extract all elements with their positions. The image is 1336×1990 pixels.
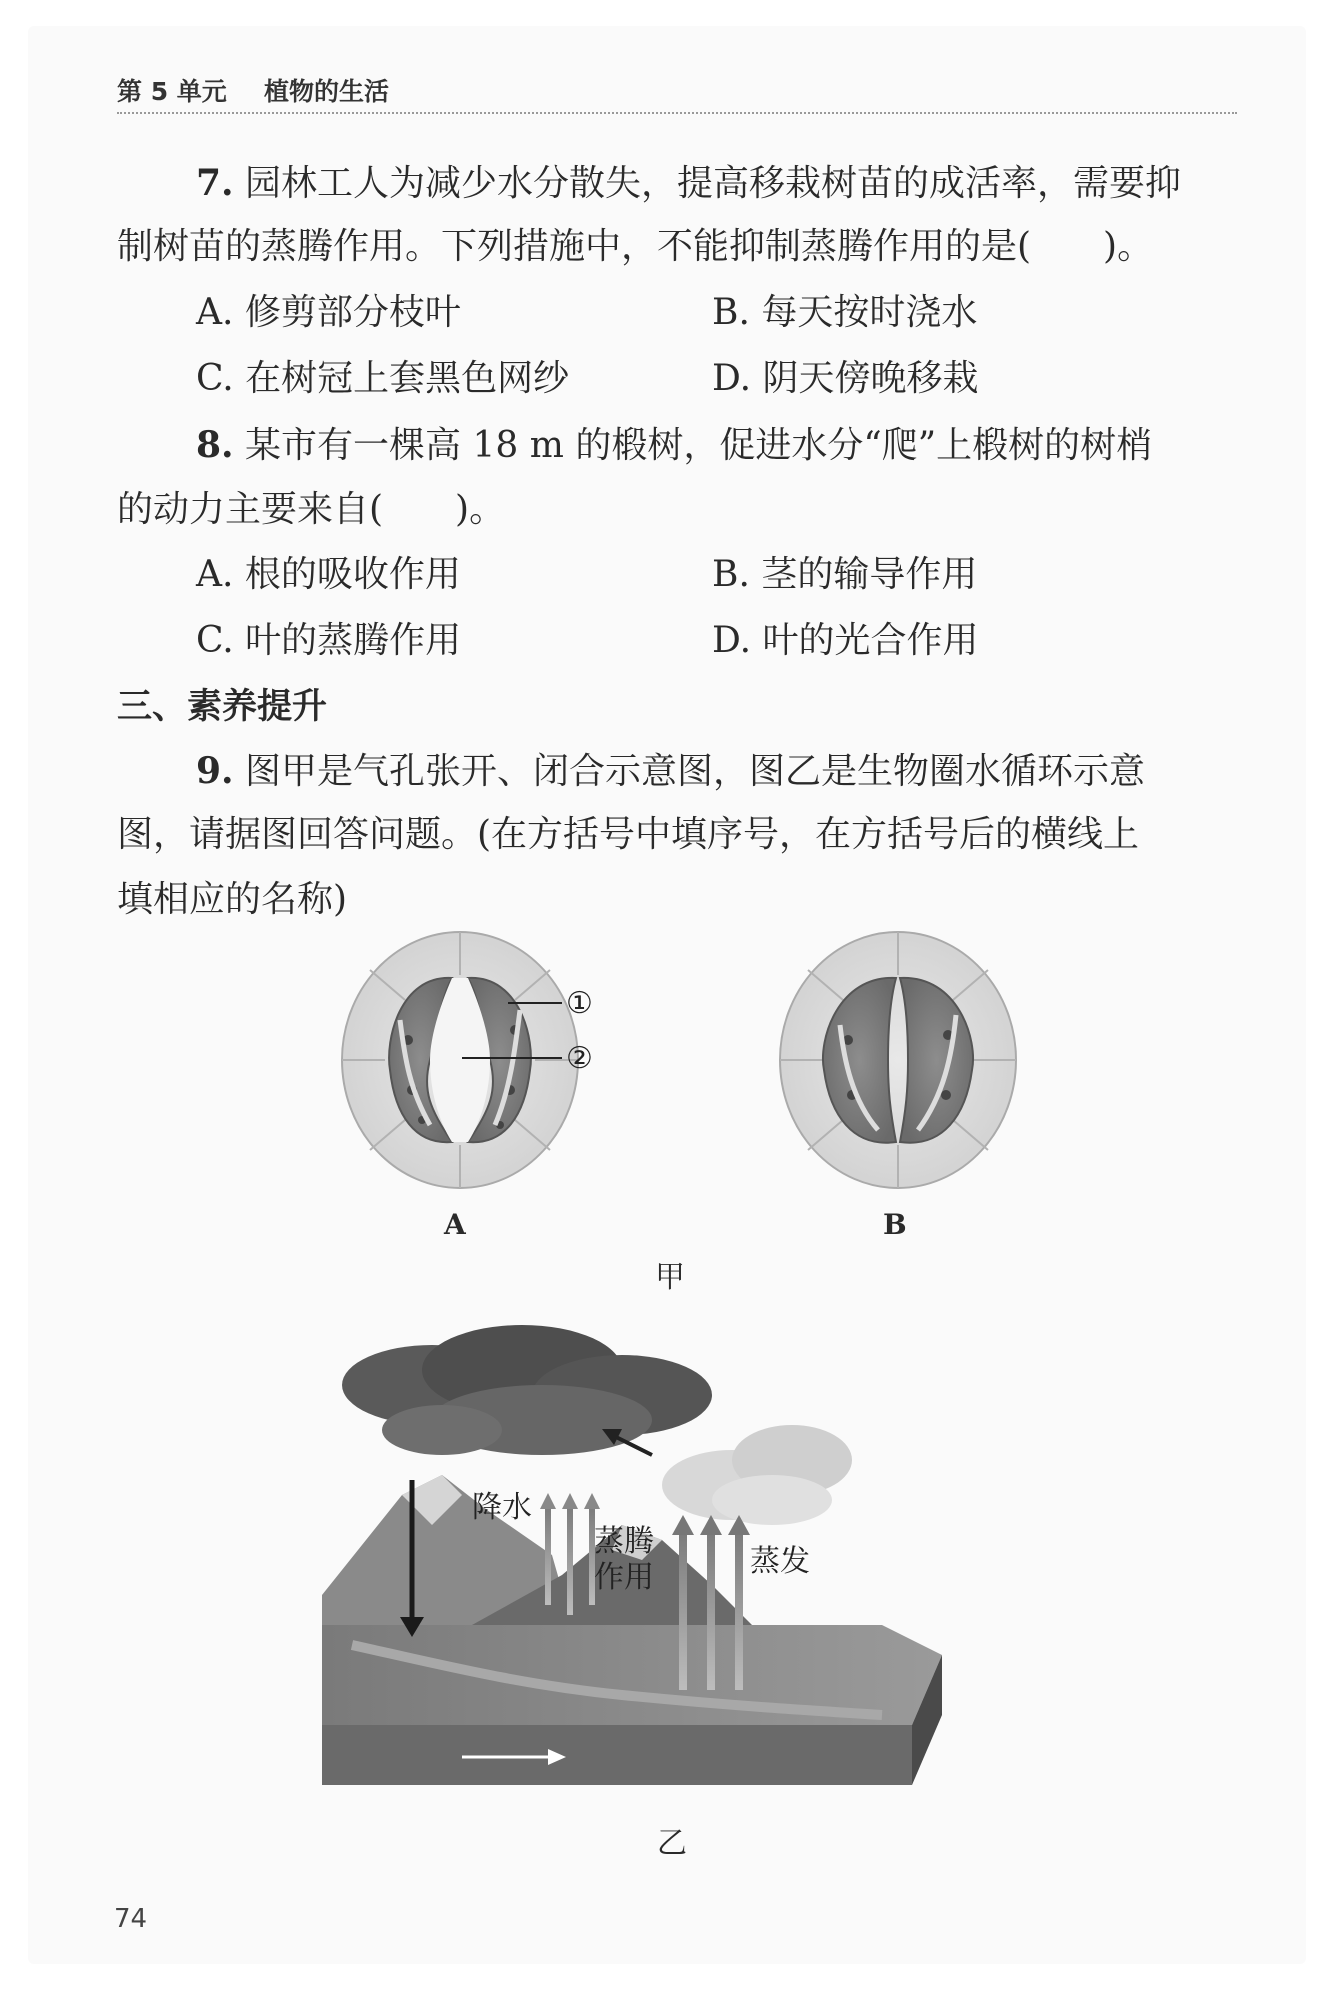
- marker-2: ②: [566, 1041, 593, 1076]
- q9-stem-line3: 填相应的名称): [117, 879, 348, 920]
- q9-stem-text1: 图甲是气孔张开、闭合示意图，图乙是生物圈水循环示意: [245, 751, 1146, 792]
- stomata-figure: [330, 930, 1030, 1220]
- page-header: [117, 68, 1237, 114]
- figure-yi-caption: 乙: [657, 1826, 687, 1861]
- evaporation-arrows: [672, 1515, 750, 1690]
- water-cycle-figure: [322, 1325, 1022, 1785]
- label-b: B: [883, 1208, 907, 1241]
- q9-stem-line2: 图，请据图回答问题。(在方括号中填序号，在方括号后的横线上: [117, 814, 1140, 855]
- q7-stem-line2: 制树苗的蒸腾作用。下列措施中，不能抑制蒸腾作用的是( )。: [117, 226, 1154, 267]
- transpiration-arrows: [540, 1493, 600, 1615]
- q8-stem-line2: 的动力主要来自( )。: [117, 489, 506, 530]
- q8-option-b: B. 茎的输导作用: [712, 554, 978, 595]
- precipitation-label: 降水: [472, 1490, 532, 1525]
- q7-option-c: C. 在树冠上套黑色网纱: [196, 358, 570, 399]
- stoma-open-a: [342, 932, 593, 1188]
- q7-option-d: D. 阴天傍晚移栽: [712, 358, 979, 399]
- label-a: A: [444, 1208, 466, 1241]
- q7-option-a: A. 修剪部分枝叶: [196, 292, 461, 333]
- q8-stem-text1: 某市有一棵高 18 m 的椴树，促进水分“爬”上椴树的树梢: [245, 425, 1153, 466]
- figure-jia-caption: 甲: [655, 1260, 685, 1295]
- q7-option-b: B. 每天按时浇水: [712, 292, 978, 333]
- q8-option-a: A. 根的吸收作用: [196, 554, 461, 595]
- page-number: 74: [114, 1904, 148, 1934]
- q9-number: 9.: [196, 750, 234, 792]
- evaporation-label: 蒸发: [750, 1544, 810, 1579]
- transpiration-label-1: 蒸腾: [594, 1524, 654, 1559]
- ground-front: [322, 1725, 912, 1785]
- q7-stem-text1: 园林工人为减少水分散失，提高移栽树苗的成活率，需要抑: [245, 163, 1182, 204]
- transpiration-label-2: 作用: [594, 1560, 654, 1595]
- q7-stem-line1: [196, 160, 1181, 207]
- q9-stem-line1: [196, 748, 1145, 795]
- stoma-closed-b: [780, 932, 1016, 1188]
- q8-stem-line1: [196, 422, 1152, 469]
- section-title: 三、素养提升: [117, 687, 328, 727]
- unit-title: 植物的生活: [264, 77, 390, 106]
- unit-label: 第 5 单元: [117, 77, 227, 106]
- q7-number: 7.: [196, 162, 234, 204]
- marker-1: ①: [566, 986, 593, 1021]
- cloud-light: [662, 1425, 852, 1525]
- cloud-dark: [342, 1325, 712, 1455]
- q8-number: 8.: [196, 424, 234, 466]
- q8-option-c: C. 叶的蒸腾作用: [196, 620, 462, 661]
- q8-option-d: D. 叶的光合作用: [712, 620, 979, 661]
